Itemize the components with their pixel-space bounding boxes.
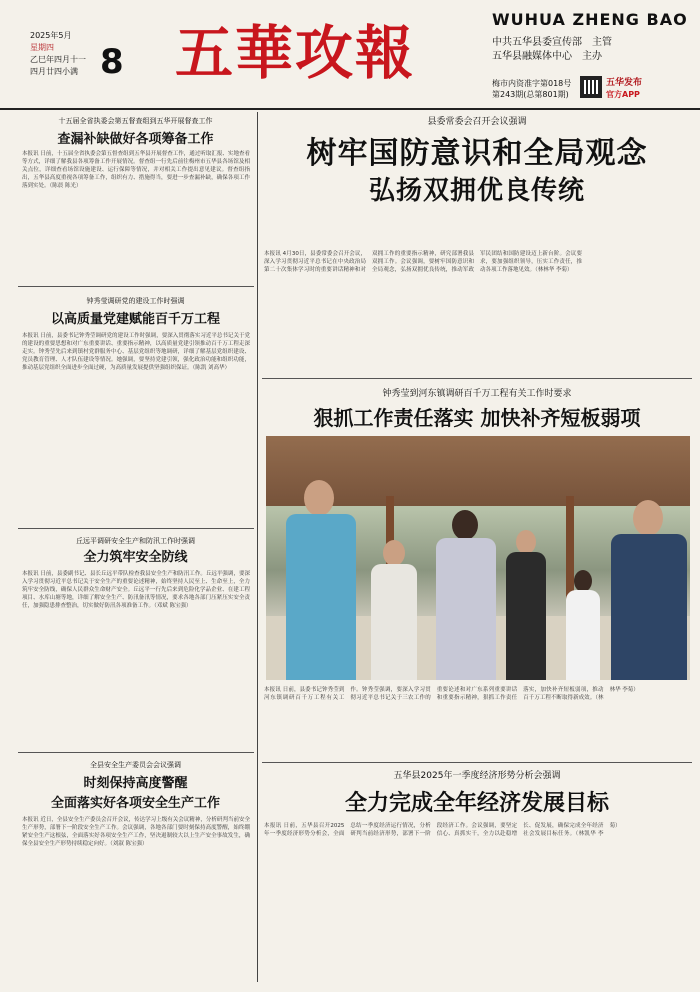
person-head bbox=[304, 480, 334, 516]
solar-term: 四月廿四小满 bbox=[30, 67, 78, 76]
newspaper-logo: 五華攻報 bbox=[175, 19, 416, 87]
bottom-kicker: 五华县2025年一季度经济形势分析会强调 bbox=[393, 771, 561, 781]
news-photo bbox=[266, 436, 690, 680]
article-4-text: 本报讯 近日，全县安全生产委员会召开会议，传达学习上级有关会议精神，分析研判当前安全生产形势，部署下一阶段安全生产工作。会议强调，各地各部门要时刻保持高度警醒，始终绷紧安全生产这根弦，全面落实好各项安全生产工作，坚决遏制较大以上生产安全事故发生，确保全县安全生产形势持续稳定向好。 bbox=[22, 817, 250, 847]
lead-body bbox=[264, 250, 690, 375]
divider bbox=[18, 528, 254, 529]
person-figure bbox=[566, 570, 600, 680]
article-3-title: 全力筑牢安全防线 bbox=[83, 550, 188, 565]
article-2-body bbox=[22, 332, 250, 522]
bottom-author: （林凯华 李菊） bbox=[575, 823, 621, 837]
person-head bbox=[574, 570, 592, 592]
date-box bbox=[30, 30, 100, 78]
lunar-date: 乙巳年四月十一 bbox=[30, 55, 86, 64]
article-4-author: （刘淑 陈宝强） bbox=[110, 841, 148, 847]
cn-number: 梅市内资准字第018号 bbox=[492, 79, 572, 88]
article-3-author: （邓斌 陈宝强） bbox=[154, 603, 192, 609]
person-body bbox=[566, 590, 600, 680]
feature-body bbox=[264, 686, 690, 758]
person-head bbox=[633, 500, 663, 536]
bottom-text: 本报讯 日前，五华县召开2025年一季度经济形势分析会，全面总结一季度经济运行情况，分析研判当前经济形势，部署下一阶段经济工作。会议强调，要坚定信心、真抓实干，全力以赴稳增长、促发展，确保完成全年经济社会发展目标任务。 bbox=[264, 823, 604, 837]
person-figure bbox=[371, 540, 417, 680]
feature-author: （林林华 李菊） bbox=[595, 687, 639, 701]
article-4-title-2: 全面落实好各项安全生产工作 bbox=[50, 796, 220, 811]
article-1-body bbox=[22, 150, 250, 270]
feature-text: 本报讯 日前，县委书记钟秀莹到河东镇调研百千万工程有关工作。钟秀莹强调，要深入学习贯彻习近平总书记关于三农工作的重要论述和对广东系列重要讲话和重要指示精神，狠抓工作责任落实，加快补齐短板弱项，推动百千万工程不断取得新成效。 bbox=[264, 687, 604, 701]
person-figure bbox=[611, 500, 687, 680]
sponsors bbox=[492, 36, 692, 64]
person-figure bbox=[286, 480, 356, 680]
lead-title-2: 弘扬双拥优良传统 bbox=[368, 176, 585, 206]
divider bbox=[262, 378, 692, 379]
page-number: 8 bbox=[100, 42, 124, 82]
publication-info bbox=[492, 78, 592, 100]
article-4-title-1: 时刻保持高度警醒 bbox=[83, 776, 188, 791]
issue-date: 2025年5月 bbox=[30, 31, 72, 40]
divider bbox=[262, 762, 692, 763]
article-1-kicker: 十五届全省执委会第五督查组到五华开展督查工作 bbox=[58, 117, 213, 125]
lead-title-1: 树牢国防意识和全局观念 bbox=[306, 136, 648, 171]
person-body bbox=[506, 552, 546, 680]
feature-title: 狠抓工作责任落实 加快补齐短板弱项 bbox=[313, 406, 641, 430]
article-3-kicker: 丘远平调研安全生产和防汛工作时强调 bbox=[76, 537, 195, 545]
article-1-title: 查漏补缺做好各项筹备工作 bbox=[57, 132, 214, 147]
article-3-body bbox=[22, 570, 250, 750]
person-body bbox=[286, 514, 356, 680]
bottom-body bbox=[264, 822, 690, 982]
person-figure bbox=[506, 530, 546, 680]
sponsor-1-role: 主管 bbox=[592, 37, 612, 48]
lead-author: （林林华 李菊） bbox=[535, 267, 573, 273]
person-body bbox=[371, 564, 417, 680]
divider bbox=[18, 286, 254, 287]
person-body bbox=[611, 534, 687, 680]
sponsor-2-role: 主办 bbox=[582, 51, 602, 62]
divider bbox=[18, 752, 254, 753]
sponsor-2: 五华县融媒体中心 bbox=[492, 51, 572, 62]
article-4-body bbox=[22, 816, 250, 976]
column-divider bbox=[257, 112, 258, 982]
article-2-author: （陈凯 刘高华） bbox=[192, 365, 231, 371]
person-head bbox=[383, 540, 405, 566]
person-head bbox=[516, 530, 536, 554]
weekday: 星期四 bbox=[30, 43, 54, 52]
bottom-title: 全力完成全年经济发展目标 bbox=[344, 790, 609, 816]
lead-text: 本报讯 4月30日，县委常委会召开会议，深入学习贯彻习近平总书记在中央政治局第二十次集体学习时的重要讲话精神和对双拥工作的重要指示精神，研究部署我县双拥工作。会议强调，要树牢国防意识和全局观念，弘扬双拥优良传统，推动军政军民团结和国防建设迈上新台阶。会议要求，要加强组织领导，压实工作责任，推动各项工作落地见效。 bbox=[264, 251, 582, 273]
brand-english: WUHUA ZHENG BAO bbox=[492, 10, 688, 29]
lead-kicker: 县委常委会召开会议强调 bbox=[427, 117, 527, 127]
article-2-title: 以高质量党建赋能百千万工程 bbox=[50, 312, 220, 327]
article-1-text: 本报讯 日前，十五届全省执委会第五督查组到五华县开展督查工作，通过听取汇报、实地查看等方式，详细了解我县各项筹备工作开展情况。督查组一行先后前往梅州市五华县各场馆及相关点位，详细查看场馆设施建设、运行保障等情况，并对相关工作提出意见建议。督查组指出，五华县高度重视各项筹备工作，组织有力、措施得当，要进一步查漏补缺，确保各项工作落到实处。 bbox=[22, 151, 250, 189]
article-1-author: （陈晨 陈光） bbox=[49, 183, 82, 189]
article-3-text: 本报讯 日前，县委副书记、县长丘远平带队检查我县安全生产和防汛工作。丘远平强调，要深入学习贯彻习近平总书记关于安全生产的重要论述精神，始终坚持人民至上、生命至上，全力筑牢安全防线，确保人民群众生命财产安全。丘远平一行先后来到危险化学品企业、在建工程项目、水库山塘等地，详细了解安全生产、防汛备汛等情况，要求各地各部门压紧压实安全责任，加强隐患排查整治，切实做好防汛各项准备工作。 bbox=[22, 571, 250, 609]
qr-code-icon bbox=[580, 76, 602, 98]
article-4-kicker: 全县安全生产委员会会议强调 bbox=[90, 761, 181, 769]
person-figure bbox=[436, 510, 496, 680]
app-subtitle: 官方APP bbox=[606, 90, 640, 99]
app-promo bbox=[606, 78, 642, 100]
feature-kicker: 钟秀莹到河东镇调研百千万工程有关工作时要求 bbox=[382, 389, 572, 399]
app-name: 五华发布 bbox=[606, 78, 643, 88]
person-body bbox=[436, 538, 496, 680]
article-2-text: 本报讯 日前，县委书记钟秀莹调研党的建设工作时强调，要深入贯彻落实习近平总书记关于党的建设的重要思想和对广东重要讲话、重要指示精神，以高质量党建引领推动百千万工程走深走实。钟秀莹先后来到镇村党群服务中心、基层党组织等地调研，详细了解基层党组织建设、党员教育管理、人才队伍建设等情况。她强调，要坚持党建引领，强化政治功能和组织功能，推动基层党组织全面进步全面过硬，为高质量发展提供坚强组织保证。 bbox=[22, 333, 250, 371]
article-2-kicker: 钟秀莹调研党的建设工作时强调 bbox=[86, 297, 185, 305]
person-head bbox=[452, 510, 478, 540]
issue-number: 第243期(总第801期) bbox=[492, 90, 569, 99]
sponsor-1: 中共五华县委宣传部 bbox=[492, 37, 582, 48]
